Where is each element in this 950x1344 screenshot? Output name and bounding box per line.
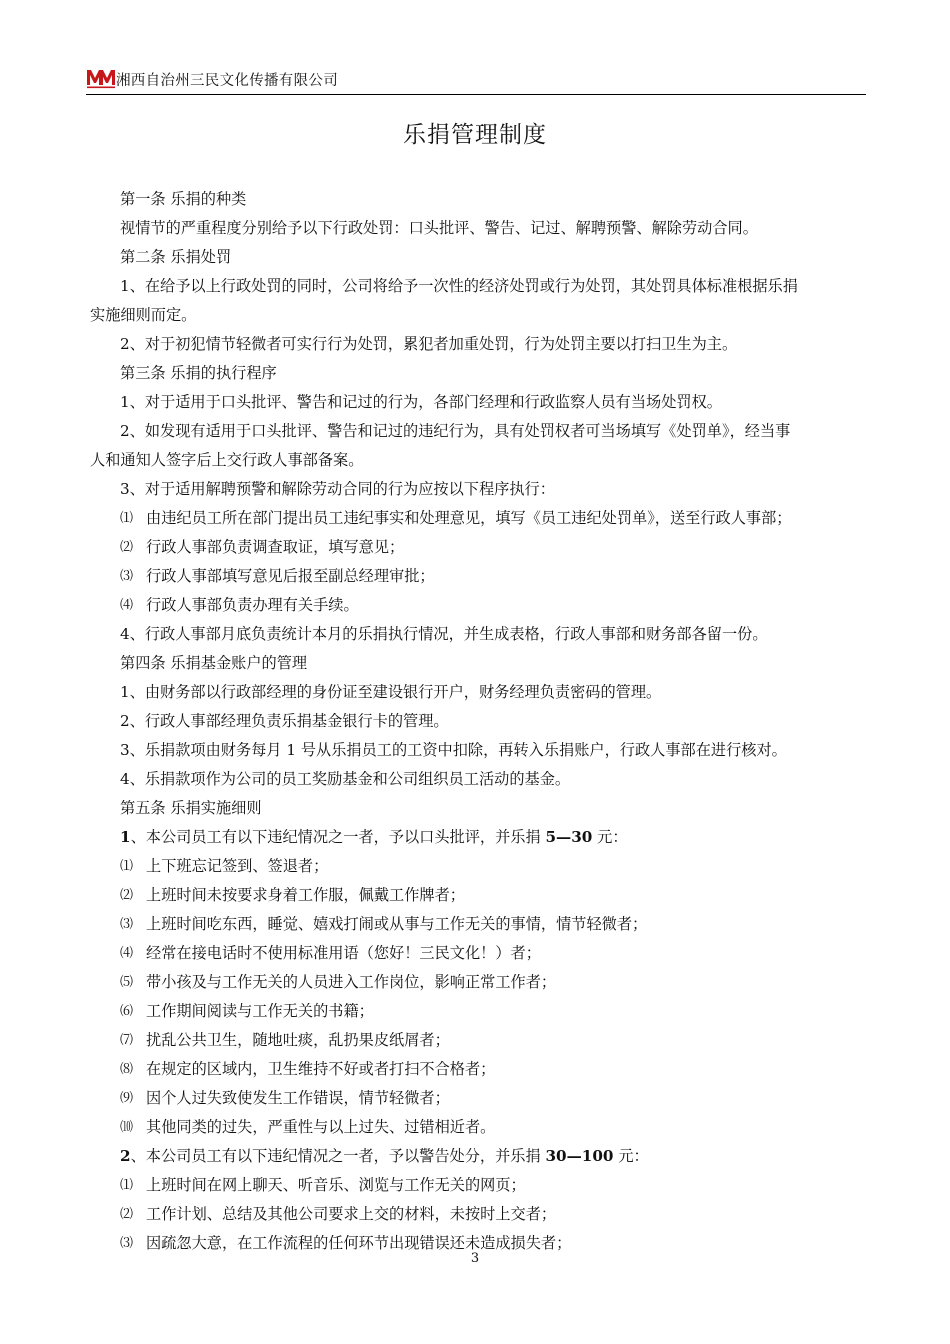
list-text: 上班时间未按要求身着工作服，佩戴工作牌者； [146,886,465,904]
list-item [90,910,865,939]
list-number: ⑺ [120,1033,134,1048]
list-item [90,1026,865,1055]
page-header [86,68,866,95]
list-number: ⑷ [120,598,134,613]
list-item [90,504,865,533]
paragraph: 4、行政人事部月底负责统计本月的乐捐执行情况，并生成表格，行政人事部和财务部各留一份。 [120,625,768,643]
list-number: ⑶ [120,917,134,932]
list-number: ⑹ [120,1004,134,1019]
article-5-heading: 第五条 乐捐实施细则 [120,799,262,817]
list-text: 经常在接电话时不使用标准用语（您好！三民文化！）者； [146,944,541,962]
list-item [90,1200,865,1229]
paragraph: 视情节的严重程度分别给予以下行政处罚：口头批评、警告、记过、解聘预警、解除劳动合同。 [120,219,758,237]
list-number: ⑵ [120,1207,134,1222]
list-item [90,591,865,620]
paragraph-continuation: 人和通知人签字后上交行政人事部备案。 [90,451,364,469]
paragraph: 2、如发现有适用于口头批评、警告和记过的违纪行为，具有处罚权者可当场填写《处罚单》，经当事 [120,422,791,440]
list-text: 上班时间在网上聊天、听音乐、浏览与工作无关的网页； [146,1176,526,1194]
fine-amount: 5—30 [545,828,593,846]
paragraph [90,1142,865,1171]
list-text: 行政人事部负责办理有关手续。 [146,596,359,614]
company-logo-icon [86,68,116,90]
list-text: 因个人过失致使发生工作错误，情节轻微者； [146,1089,450,1107]
list-number: ⑸ [120,975,134,990]
list-text: 扰乱公共卫生，随地吐痰，乱扔果皮纸屑者； [146,1031,450,1049]
article-4-heading: 第四条 乐捐基金账户的管理 [120,654,308,672]
list-number: ⑶ [120,569,134,584]
list-item [90,997,865,1026]
article-1-heading: 第一条 乐捐的种类 [120,190,247,208]
paragraph: 3、对于适用解聘预警和解除劳动合同的行为应按以下程序执行： [120,480,555,498]
paragraph: 2、对于初犯情节轻微者可实行行为处罚，累犯者加重处罚，行为处罚主要以打扫卫生为主。 [120,335,738,353]
list-number: ⑴ [120,511,134,526]
clause-number: 2 [120,1147,131,1165]
list-number: ⑼ [120,1091,134,1106]
list-text: 在规定的区域内，卫生维持不好或者打扫不合格者； [146,1060,496,1078]
list-text: 行政人事部负责调查取证，填写意见； [146,538,405,556]
list-number: ⑶ [120,1236,134,1251]
list-item [90,1084,865,1113]
list-text: 由违纪员工所在部门提出员工违纪事实和处理意见，填写《员工违纪处罚单》，送至行政人事部； [146,509,792,527]
clause-number: 1 [120,828,131,846]
list-text: 其他同类的过失，严重性与以上过失、过错相近者。 [146,1118,496,1136]
list-item [90,562,865,591]
company-name: 湘西自治州三民文化传播有限公司 [116,73,338,89]
clause-text: 、本公司员工有以下违纪情况之一者，予以口头批评，并乐捐 [130,828,546,846]
list-item [90,939,865,968]
document-title: 乐捐管理制度 [403,122,547,148]
list-item [90,968,865,997]
paragraph: 2、行政人事部经理负责乐捐基金银行卡的管理。 [120,712,449,730]
list-number: ⑴ [120,1178,134,1193]
list-item [90,533,865,562]
paragraph: 1、对于适用于口头批评、警告和记过的行为，各部门经理和行政监察人员有当场处罚权。 [120,393,722,411]
list-text: 工作计划、总结及其他公司要求上交的材料，未按时上交者； [146,1205,557,1223]
list-text: 上下班忘记签到、签退者； [146,857,329,875]
paragraph [90,823,865,852]
list-item [90,881,865,910]
list-number: ⑵ [120,888,134,903]
list-number: ⑴ [120,859,134,874]
list-item [90,1055,865,1084]
list-item [90,1171,865,1200]
list-item [90,1113,865,1142]
fine-unit: 元： [613,1147,649,1165]
list-text: 工作期间阅读与工作无关的书籍； [146,1002,374,1020]
paragraph: 4、乐捐款项作为公司的员工奖励基金和公司组织员工活动的基金。 [120,770,571,788]
list-number: ⑻ [120,1062,134,1077]
paragraph-continuation: 实施细则而定。 [90,306,197,324]
paragraph: 1、在给予以上行政处罚的同时，公司将给予一次性的经济处罚或行为处罚，其处罚具体标准根据乐捐 [120,277,798,295]
list-text: 上班时间吃东西，睡觉、嬉戏打闹或从事与工作无关的事情，情节轻微者； [146,915,648,933]
article-3-heading: 第三条 乐捐的执行程序 [120,364,277,382]
paragraph: 1、由财务部以行政部经理的身份证至建设银行开户，财务经理负责密码的管理。 [120,683,662,701]
fine-amount: 30—100 [545,1147,614,1165]
clause-text: 、本公司员工有以下违纪情况之一者，予以警告处分，并乐捐 [130,1147,546,1165]
list-text: 行政人事部填写意见后报至副总经理审批； [146,567,435,585]
list-item [90,852,865,881]
list-number: ⑵ [120,540,134,555]
fine-unit: 元： [592,828,628,846]
list-text: 因疏忽大意，在工作流程的任何环节出现错误还未造成损失者； [146,1234,572,1252]
page-number: 3 [470,1251,480,1266]
document-body [90,185,865,1258]
list-number: ⑽ [120,1120,134,1135]
list-text: 带小孩及与工作无关的人员进入工作岗位，影响正常工作者； [146,973,557,991]
list-number: ⑷ [120,946,134,961]
paragraph: 3、乐捐款项由财务每月 1 号从乐捐员工的工资中扣除，再转入乐捐账户，行政人事部在进行核对。 [120,741,787,759]
article-2-heading: 第二条 乐捐处罚 [120,248,232,266]
